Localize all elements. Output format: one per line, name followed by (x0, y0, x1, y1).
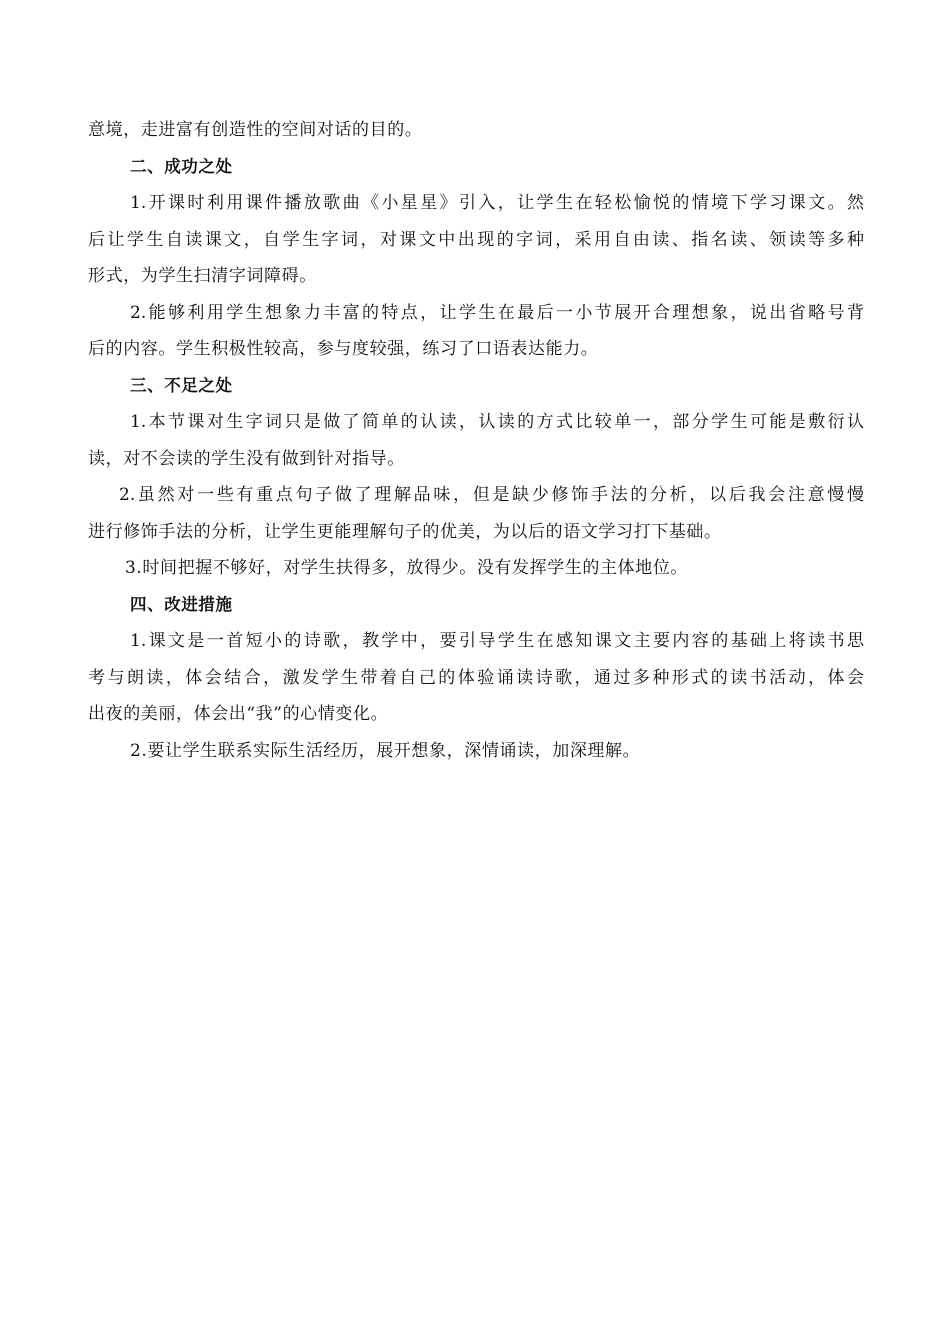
paragraph-line: 后让学生自读课文，自学生字词，对课文中出现的字词，采用自由读、指名读、领读等多种 (88, 229, 864, 250)
paragraph-line: 2.要让学生联系实际生活经历，展开想象，深情诵读，加深理解。 (130, 740, 641, 761)
section-heading-success: 二、成功之处 (130, 156, 233, 176)
shortcoming-item-1 (88, 404, 864, 477)
improvement-item-2 (88, 733, 864, 770)
paragraph-line: 3.时间把握不够好，对学生扶得多，放得少。没有发挥学生的主体地位。 (125, 558, 689, 578)
paragraph-line: 1.课文是一首短小的诗歌，教学中，要引导学生在感知课文主要内容的基础上将读书思 (130, 631, 864, 651)
document-body (88, 112, 864, 769)
paragraph-line: 形式，为学生扫清字词障碍。 (88, 266, 317, 286)
shortcoming-item-3 (88, 550, 864, 587)
paragraph-line: 读，对不会读的学生没有做到针对指导。 (88, 448, 405, 469)
paragraph-line: 进行修饰手法的分析，让学生更能理解句子的优美，为以后的语文学习打下基础。 (88, 521, 722, 542)
section-heading-improvements: 四、改进措施 (130, 594, 233, 614)
paragraph-line: 2.能够利用学生想象力丰富的特点，让学生在最后一小节展开合理想象，说出省略号背 (130, 302, 864, 323)
paragraph-line: 考与朗读，体会结合，激发学生带着自己的体验诵读诗歌，通过多种形式的读书活动，体会 (88, 667, 864, 688)
paragraph-line: 2.虽然对一些有重点句子做了理解品味，但是缺少修饰手法的分析，以后我会注意慢慢 (119, 485, 864, 505)
paragraph-line: 1.开课时利用课件播放歌曲《小星星》引入，让学生在轻松愉悦的情境下学习课文。然 (130, 193, 864, 213)
success-item-1 (88, 185, 864, 295)
shortcoming-item-2 (88, 477, 864, 550)
intro-tail-paragraph: 意境，走进富有创造性的空间对话的目的。 (88, 120, 423, 140)
section-heading-shortcomings: 三、不足之处 (130, 375, 233, 395)
paragraph-line: 1.本节课对生字词只是做了简单的认读，认读的方式比较单一，部分学生可能是敷衍认 (130, 412, 864, 432)
paragraph-line: 出夜的美丽，体会出“我”的心情变化。 (88, 704, 389, 724)
improvement-item-1 (88, 623, 864, 733)
success-item-2 (88, 295, 864, 368)
paragraph-line: 后的内容。学生积极性较高，参与度较强，练习了口语表达能力。 (88, 339, 599, 359)
